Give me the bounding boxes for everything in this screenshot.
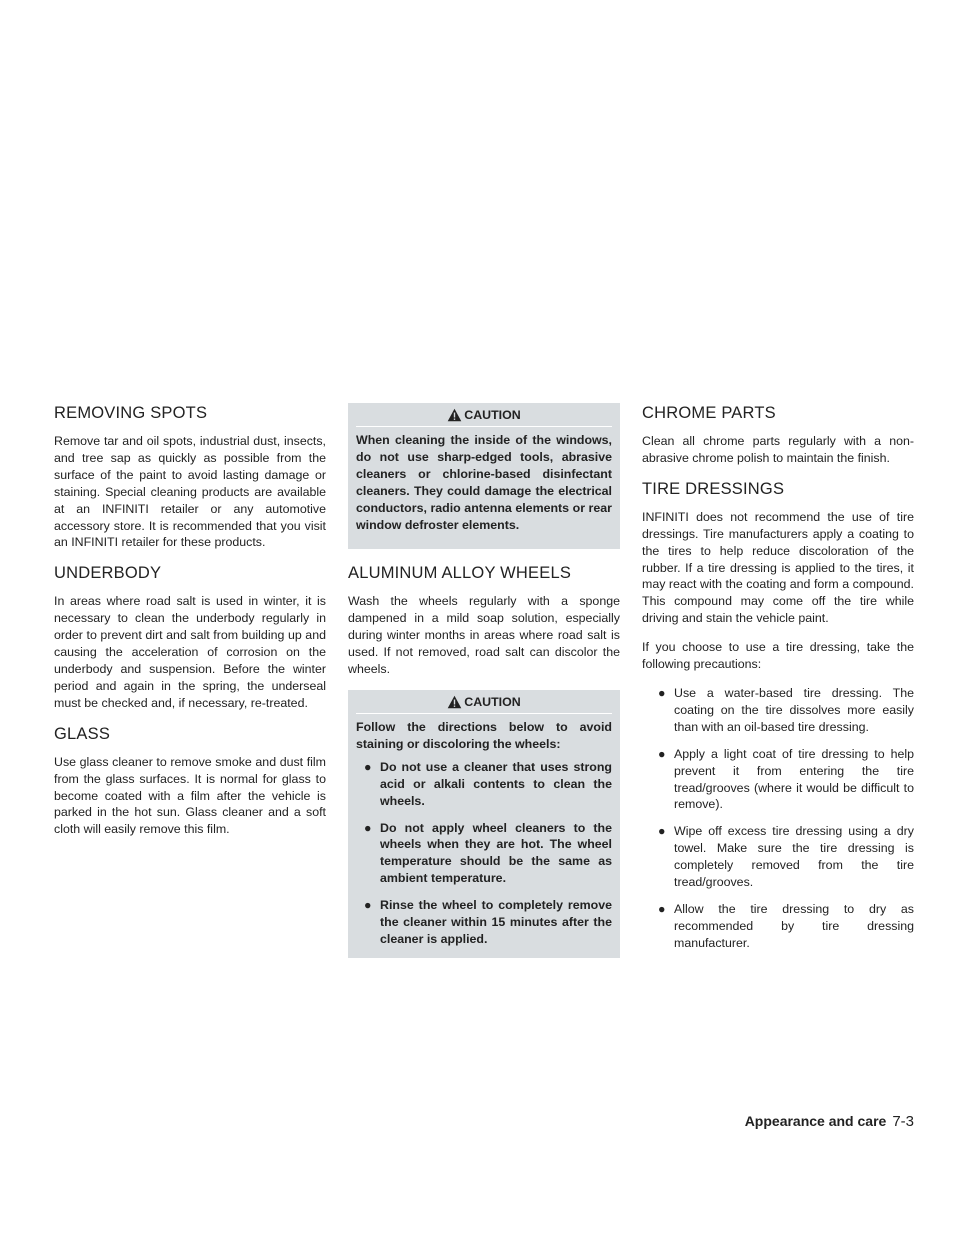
heading-chrome-parts: CHROME PARTS xyxy=(642,404,776,422)
column-middle xyxy=(348,403,620,972)
caution-header xyxy=(356,690,612,713)
list-item: ● Rinse the wheel to completely remove the cleaner within 15 minutes after the cleaner is applied. xyxy=(364,898,612,946)
bullet-icon: ● xyxy=(364,820,372,835)
caution-box-windows xyxy=(348,403,620,549)
text-tire-dressings-1: INFINITI does not recommend the use of tire dressings. Tire manufacturers apply a coating to the tires to help reduce discoloration of the rubber. If a tire dressing is applied to the tires, it may react with the coating and form a compound. This compound may come off the tire while driving and stain the vehicle paint. xyxy=(642,509,914,626)
heading-underbody: UNDERBODY xyxy=(54,564,162,583)
page-number: 7-3 xyxy=(892,1113,914,1130)
list-item: ● Do not apply wheel cleaners to the wheels when they are hot. The wheel temperature should be the same as ambient temperature. xyxy=(364,820,612,886)
tire-precautions-list xyxy=(642,685,914,952)
section-chrome-parts xyxy=(642,403,914,467)
text-removing-spots: Remove tar and oil spots, industrial dust, insects, and tree sap as quickly as possible from the surface of the paint to avoid lasting damage or staining. Special cleaning products are available at an INFINITI retailer or any automotive accessory store. It is recommended that you visit an INFINITI retailer for these products. xyxy=(54,434,326,550)
warning-icon xyxy=(447,408,462,422)
bullet-icon: ● xyxy=(658,824,666,839)
list-item: ● Apply a light coat of tire dressing to help prevent it from entering the tire tread/grooves (where it would be difficult to remove). xyxy=(658,746,914,812)
bullet-icon: ● xyxy=(658,901,666,916)
caution-body xyxy=(356,713,612,948)
list-item: ● Use a water-based tire dressing. The coating on the tire dissolves more easily than with an oil-based tire dressing. xyxy=(658,685,914,734)
caution-box-wheels xyxy=(348,690,620,958)
heading-tire-dressings: TIRE DRESSINGS xyxy=(642,479,785,498)
text-aluminum-wheels: Wash the wheels regularly with a sponge dampened in a mild soap solution, especially during winter months in areas where road salt is used. If not removed, road salt can discolor the wheels. xyxy=(348,594,620,677)
section-aluminum-wheels xyxy=(348,563,620,678)
bullet-icon: ● xyxy=(658,685,666,700)
caution-label: CAUTION xyxy=(464,694,521,709)
list-item: ● Wipe off excess tire dressing using a dry towel. Make sure the tire dressing is completely removed from the tire tread/grooves. xyxy=(658,824,914,890)
footer-section-title: Appearance and care xyxy=(744,1113,887,1129)
heading-removing-spots: REMOVING SPOTS xyxy=(54,404,208,422)
section-underbody xyxy=(54,563,326,711)
heading-glass: GLASS xyxy=(54,724,111,743)
bullet-icon: ● xyxy=(658,746,666,761)
text-chrome-parts: Clean all chrome parts regularly with a non-abrasive chrome polish to maintain the finish. xyxy=(642,434,914,465)
section-removing-spots xyxy=(54,403,326,551)
caution-label: CAUTION xyxy=(464,408,521,422)
text-glass: Use glass cleaner to remove smoke and dust film from the glass surfaces. It is normal for glass to become coated with a film after the vehicle is parked in the hot sun. Glass cleaner and a soft cloth will easily remove this film. xyxy=(54,754,326,837)
caution-bullet-list xyxy=(356,759,612,948)
heading-aluminum-wheels: ALUMINUM ALLOY WHEELS xyxy=(348,564,572,583)
section-glass xyxy=(54,724,326,839)
text-underbody: In areas where road salt is used in winter, it is necessary to clean the underbody regularly in order to prevent dirt and salt from building up and causing the acceleration of corrosion on the underbody and suspension. Before the winter period and again in the spring, the underseal must be checked and, if necessary, re-treated. xyxy=(54,594,326,710)
page-footer xyxy=(745,1113,914,1130)
text-tire-dressings-2: If you choose to use a tire dressing, take the following precautions: xyxy=(642,640,914,672)
caution-body xyxy=(356,426,612,533)
caution-text-windows: When cleaning the inside of the windows, do not use sharp-edged tools, abrasive cleaners or chlorine-based disinfectant cleaners. They could damage the electrical conductors, radio antenna elements or rear window defroster elements. xyxy=(356,433,612,532)
caution-header xyxy=(356,403,612,426)
column-left xyxy=(54,403,326,850)
bullet-icon: ● xyxy=(364,898,372,913)
list-item: ● Do not use a cleaner that uses strong acid or alkali contents to clean the wheels. xyxy=(364,759,612,808)
warning-icon xyxy=(447,695,462,709)
column-right xyxy=(642,403,914,962)
list-item: ● Allow the tire dressing to dry as recommended by tire dressing manufacturer. xyxy=(658,901,914,950)
section-tire-dressings xyxy=(642,479,914,952)
caution-intro-wheels: Follow the directions below to avoid staining or discoloring the wheels: xyxy=(356,719,612,751)
bullet-icon: ● xyxy=(364,759,372,774)
